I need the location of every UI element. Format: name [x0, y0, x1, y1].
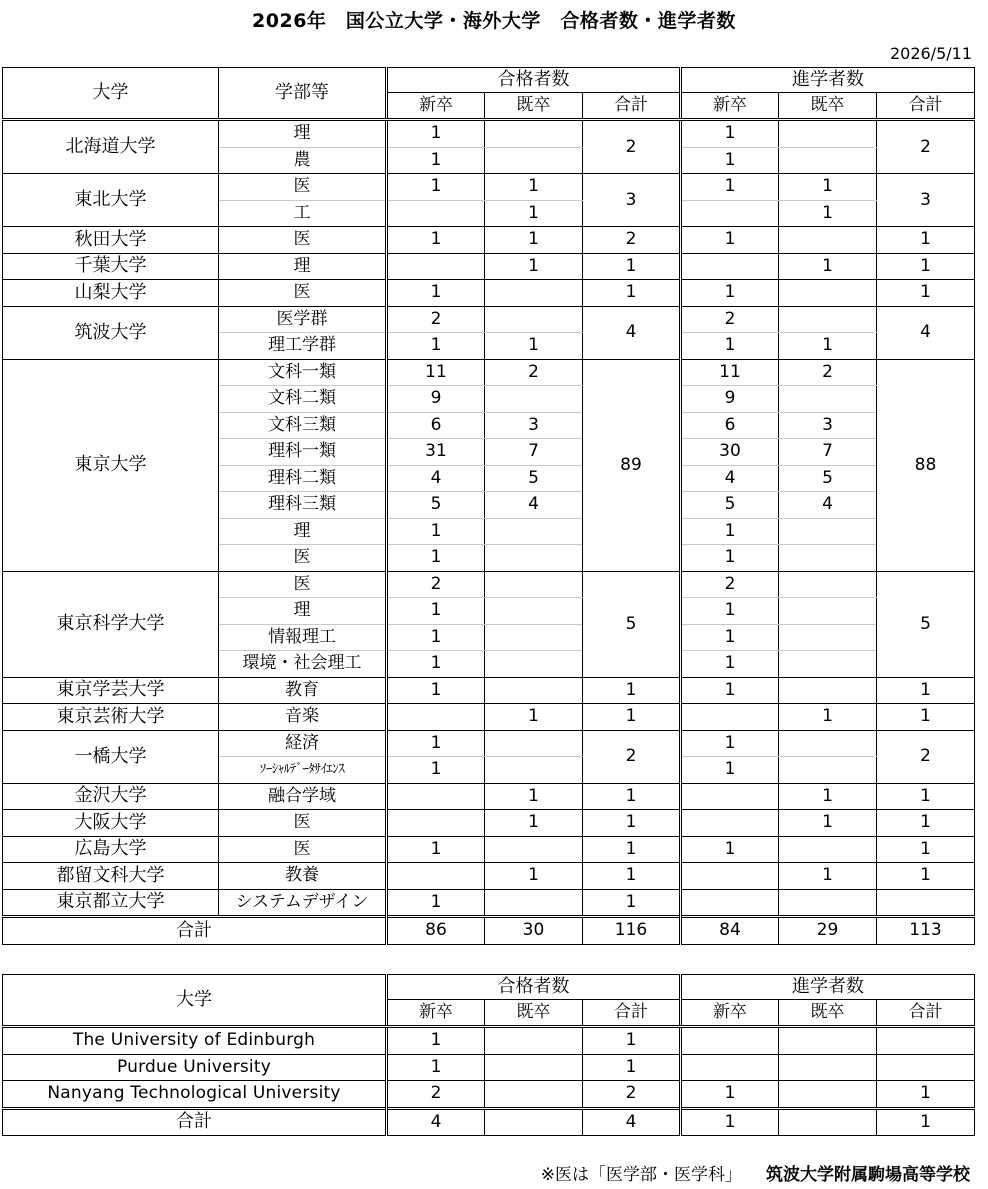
overseas-enrolled-new: [681, 1027, 779, 1055]
enrolled-ronin: [779, 545, 877, 572]
header-enrolled-new: 新卒: [681, 93, 779, 120]
enrolled-new: 1: [681, 147, 779, 174]
passed-ronin: [485, 571, 583, 598]
enrolled-ronin: [779, 518, 877, 545]
passed-new: [387, 200, 485, 227]
overseas-header-passed-new: 新卒: [387, 1000, 485, 1027]
overseas-passed-ronin: [485, 1054, 583, 1081]
table-row: [3, 227, 975, 254]
passed-new: 11: [387, 359, 485, 386]
table-row: [3, 677, 975, 704]
total-passed-ronin: 30: [485, 917, 583, 945]
table-row: [3, 704, 975, 731]
enrolled-new: 1: [681, 280, 779, 307]
table-row: [3, 1081, 975, 1109]
faculty-name: 文科一類: [219, 359, 387, 386]
passed-new: 1: [387, 624, 485, 651]
enrolled-new: 5: [681, 492, 779, 519]
enrolled-sum: 1: [877, 836, 975, 863]
footnote-text: ※医は「医学部・医学科」: [540, 1165, 742, 1185]
faculty-name: 農: [219, 147, 387, 174]
passed-new: 4: [387, 465, 485, 492]
passed-ronin: 1: [485, 863, 583, 890]
university-name: 秋田大学: [3, 227, 219, 254]
passed-ronin: [485, 836, 583, 863]
overseas-enrolled-ronin: [779, 1027, 877, 1055]
overseas-university-name: The University of Edinburgh: [3, 1027, 387, 1055]
faculty-name: 医: [219, 545, 387, 572]
university-name: 東京科学大学: [3, 571, 219, 677]
table-row: [3, 306, 975, 333]
table-row: [3, 359, 975, 386]
faculty-name: 文科三類: [219, 412, 387, 439]
passed-ronin: 1: [485, 227, 583, 254]
overseas-header-university: 大学: [3, 975, 387, 1027]
overseas-passed-new: 1: [387, 1027, 485, 1055]
overseas-enrolled-ronin: [779, 1081, 877, 1109]
table-row: [3, 1027, 975, 1055]
passed-new: 1: [387, 651, 485, 678]
table-row: [3, 174, 975, 201]
overseas-total-passed-sum: 4: [583, 1108, 681, 1136]
header-passed-ronin: 既卒: [485, 93, 583, 120]
enrolled-ronin: 3: [779, 412, 877, 439]
faculty-name: 医: [219, 810, 387, 837]
enrolled-sum: 1: [877, 863, 975, 890]
passed-ronin: [485, 624, 583, 651]
passed-sum: 1: [583, 889, 681, 917]
passed-ronin: 5: [485, 465, 583, 492]
faculty-name: 経済: [219, 730, 387, 757]
enrolled-new: [681, 704, 779, 731]
passed-new: 9: [387, 386, 485, 413]
faculty-name: 理: [219, 518, 387, 545]
enrolled-ronin: 5: [779, 465, 877, 492]
enrolled-ronin: 4: [779, 492, 877, 519]
passed-ronin: [485, 386, 583, 413]
enrolled-ronin: [779, 757, 877, 784]
national-universities-table: [2, 67, 975, 945]
total-label: 合計: [3, 917, 387, 945]
passed-new: 1: [387, 227, 485, 254]
overseas-enrolled-ronin: [779, 1054, 877, 1081]
enrolled-new: 1: [681, 120, 779, 148]
university-name: 北海道大学: [3, 120, 219, 174]
table-row: [3, 1054, 975, 1081]
table-row: [3, 889, 975, 917]
passed-sum: 2: [583, 120, 681, 174]
passed-sum: 1: [583, 836, 681, 863]
passed-ronin: [485, 306, 583, 333]
faculty-name: 医: [219, 571, 387, 598]
enrolled-sum: 1: [877, 677, 975, 704]
passed-sum: 1: [583, 253, 681, 280]
passed-new: 1: [387, 836, 485, 863]
enrolled-ronin: [779, 598, 877, 625]
passed-sum: 1: [583, 677, 681, 704]
table-row: [3, 571, 975, 598]
enrolled-new: 6: [681, 412, 779, 439]
passed-sum: 4: [583, 306, 681, 359]
enrolled-ronin: [779, 677, 877, 704]
faculty-name: ｿｰｼｬﾙﾃﾞｰﾀｻｲｴﾝｽ: [219, 757, 387, 784]
university-name: 東京芸術大学: [3, 704, 219, 731]
passed-new: [387, 783, 485, 810]
faculty-name: 文科二類: [219, 386, 387, 413]
passed-new: 1: [387, 889, 485, 917]
passed-ronin: [485, 757, 583, 784]
enrolled-sum: 1: [877, 783, 975, 810]
enrolled-ronin: 1: [779, 863, 877, 890]
faculty-name: 教養: [219, 863, 387, 890]
passed-ronin: 7: [485, 439, 583, 466]
passed-new: 2: [387, 571, 485, 598]
faculty-name: 医: [219, 227, 387, 254]
footnote: [0, 1160, 970, 1185]
faculty-name: 理工学群: [219, 333, 387, 360]
passed-new: 1: [387, 598, 485, 625]
faculty-name: 融合学域: [219, 783, 387, 810]
enrolled-ronin: 7: [779, 439, 877, 466]
enrolled-new: 1: [681, 651, 779, 678]
passed-new: 1: [387, 280, 485, 307]
faculty-name: 理科二類: [219, 465, 387, 492]
passed-new: 6: [387, 412, 485, 439]
passed-sum: 1: [583, 863, 681, 890]
university-name: 東京大学: [3, 359, 219, 571]
university-name: 大阪大学: [3, 810, 219, 837]
passed-new: [387, 253, 485, 280]
overseas-header-enrolled: 進学者数: [681, 975, 975, 1000]
header-passed: 合格者数: [387, 68, 681, 93]
overseas-enrolled-sum: [877, 1027, 975, 1055]
overseas-passed-new: 1: [387, 1054, 485, 1081]
enrolled-ronin: [779, 280, 877, 307]
enrolled-new: 30: [681, 439, 779, 466]
passed-ronin: 1: [485, 253, 583, 280]
passed-new: 1: [387, 518, 485, 545]
enrolled-sum: 3: [877, 174, 975, 227]
enrolled-ronin: [779, 386, 877, 413]
overseas-passed-ronin: [485, 1027, 583, 1055]
total-enrolled-ronin: 29: [779, 917, 877, 945]
university-name: 都留文科大学: [3, 863, 219, 890]
enrolled-ronin: [779, 306, 877, 333]
passed-ronin: [485, 730, 583, 757]
passed-new: [387, 863, 485, 890]
passed-sum: 2: [583, 227, 681, 254]
overseas-header-passed: 合格者数: [387, 975, 681, 1000]
overseas-passed-ronin: [485, 1081, 583, 1109]
passed-new: 1: [387, 677, 485, 704]
enrolled-new: 1: [681, 174, 779, 201]
faculty-name: 医: [219, 836, 387, 863]
overseas-passed-new: 2: [387, 1081, 485, 1109]
overseas-total-enrolled-sum: 1: [877, 1108, 975, 1136]
enrolled-ronin: 1: [779, 783, 877, 810]
enrolled-sum: [877, 889, 975, 917]
faculty-name: 理: [219, 120, 387, 148]
passed-ronin: 1: [485, 174, 583, 201]
enrolled-ronin: [779, 624, 877, 651]
university-name: 東京学芸大学: [3, 677, 219, 704]
enrolled-new: 9: [681, 386, 779, 413]
faculty-name: 理: [219, 253, 387, 280]
table-row: [3, 120, 975, 148]
overseas-header-enrolled-ronin: 既卒: [779, 1000, 877, 1027]
passed-new: 2: [387, 306, 485, 333]
passed-new: 1: [387, 174, 485, 201]
overseas-passed-sum: 2: [583, 1081, 681, 1109]
enrolled-new: [681, 200, 779, 227]
enrolled-new: [681, 810, 779, 837]
header-passed-new: 新卒: [387, 93, 485, 120]
enrolled-new: [681, 889, 779, 917]
university-name: 一橋大学: [3, 730, 219, 783]
passed-ronin: 2: [485, 359, 583, 386]
passed-ronin: [485, 598, 583, 625]
overseas-total-enrolled-new: 1: [681, 1108, 779, 1136]
overseas-total-passed-new: 4: [387, 1108, 485, 1136]
enrolled-sum: 1: [877, 280, 975, 307]
header-passed-sum: 合計: [583, 93, 681, 120]
university-name: 広島大学: [3, 836, 219, 863]
passed-sum: 1: [583, 783, 681, 810]
passed-new: 31: [387, 439, 485, 466]
total-passed-new: 86: [387, 917, 485, 945]
overseas-enrolled-new: [681, 1054, 779, 1081]
total-enrolled-new: 84: [681, 917, 779, 945]
passed-new: [387, 704, 485, 731]
passed-ronin: [485, 518, 583, 545]
header-enrolled-sum: 合計: [877, 93, 975, 120]
enrolled-new: 1: [681, 545, 779, 572]
overseas-university-name: Purdue University: [3, 1054, 387, 1081]
overseas-total-enrolled-ronin: [779, 1108, 877, 1136]
enrolled-new: [681, 863, 779, 890]
passed-new: 1: [387, 333, 485, 360]
report-date: 2026/5/11: [889, 44, 972, 63]
passed-ronin: [485, 545, 583, 572]
university-name: 山梨大学: [3, 280, 219, 307]
overseas-university-name: Nanyang Technological University: [3, 1081, 387, 1109]
total-enrolled-sum: 113: [877, 917, 975, 945]
enrolled-ronin: 1: [779, 200, 877, 227]
faculty-name: 医: [219, 280, 387, 307]
faculty-name: 情報理工: [219, 624, 387, 651]
header-faculty: 学部等: [219, 68, 387, 120]
enrolled-ronin: [779, 227, 877, 254]
passed-ronin: 1: [485, 783, 583, 810]
enrolled-ronin: 2: [779, 359, 877, 386]
passed-ronin: [485, 120, 583, 148]
table-row: [3, 280, 975, 307]
enrolled-sum: 5: [877, 571, 975, 677]
enrolled-new: 1: [681, 227, 779, 254]
university-name: 金沢大学: [3, 783, 219, 810]
passed-sum: 1: [583, 280, 681, 307]
enrolled-new: 2: [681, 571, 779, 598]
faculty-name: 医: [219, 174, 387, 201]
total-passed-sum: 116: [583, 917, 681, 945]
enrolled-new: 1: [681, 836, 779, 863]
passed-sum: 89: [583, 359, 681, 571]
enrolled-ronin: 1: [779, 253, 877, 280]
enrolled-sum: 4: [877, 306, 975, 359]
enrolled-new: 1: [681, 518, 779, 545]
faculty-name: システムデザイン: [219, 889, 387, 917]
enrolled-new: [681, 783, 779, 810]
enrolled-new: 11: [681, 359, 779, 386]
enrolled-new: 1: [681, 598, 779, 625]
faculty-name: 理: [219, 598, 387, 625]
passed-ronin: 1: [485, 810, 583, 837]
enrolled-new: 1: [681, 677, 779, 704]
overseas-header-enrolled-sum: 合計: [877, 1000, 975, 1027]
faculty-name: 環境・社会理工: [219, 651, 387, 678]
passed-ronin: [485, 677, 583, 704]
passed-sum: 3: [583, 174, 681, 227]
table-row: [3, 783, 975, 810]
passed-new: 1: [387, 730, 485, 757]
overseas-universities-table: [2, 974, 975, 1136]
faculty-name: 理科一類: [219, 439, 387, 466]
faculty-name: 理科三類: [219, 492, 387, 519]
table-row: [3, 863, 975, 890]
enrolled-sum: 1: [877, 253, 975, 280]
passed-new: 5: [387, 492, 485, 519]
enrolled-ronin: [779, 730, 877, 757]
enrolled-sum: 88: [877, 359, 975, 571]
overseas-total-row: [3, 1108, 975, 1136]
overseas-enrolled-new: 1: [681, 1081, 779, 1109]
passed-ronin: 4: [485, 492, 583, 519]
header-enrolled: 進学者数: [681, 68, 975, 93]
passed-new: 1: [387, 147, 485, 174]
header-enrolled-ronin: 既卒: [779, 93, 877, 120]
passed-ronin: 1: [485, 704, 583, 731]
overseas-passed-sum: 1: [583, 1054, 681, 1081]
enrolled-new: [681, 253, 779, 280]
table-row: [3, 253, 975, 280]
passed-ronin: [485, 280, 583, 307]
enrolled-ronin: [779, 889, 877, 917]
school-name: 筑波大学附属駒場高等学校: [766, 1165, 970, 1185]
enrolled-ronin: [779, 836, 877, 863]
table-row: [3, 836, 975, 863]
enrolled-ronin: 1: [779, 333, 877, 360]
enrolled-ronin: [779, 651, 877, 678]
enrolled-sum: 2: [877, 120, 975, 174]
overseas-total-passed-ronin: [485, 1108, 583, 1136]
overseas-header-passed-sum: 合計: [583, 1000, 681, 1027]
enrolled-sum: 1: [877, 810, 975, 837]
overseas-total-label: 合計: [3, 1108, 387, 1136]
overseas-header-enrolled-new: 新卒: [681, 1000, 779, 1027]
enrolled-new: 1: [681, 757, 779, 784]
passed-sum: 1: [583, 810, 681, 837]
overseas-passed-sum: 1: [583, 1027, 681, 1055]
overseas-enrolled-sum: [877, 1054, 975, 1081]
passed-sum: 5: [583, 571, 681, 677]
enrolled-sum: 1: [877, 704, 975, 731]
page-title: 2026年 国公立大学・海外大学 合格者数・進学者数: [252, 10, 736, 32]
enrolled-new: 1: [681, 624, 779, 651]
enrolled-ronin: 1: [779, 174, 877, 201]
enrolled-ronin: 1: [779, 810, 877, 837]
table-row: [3, 810, 975, 837]
faculty-name: 医学群: [219, 306, 387, 333]
enrolled-ronin: [779, 571, 877, 598]
passed-sum: 1: [583, 704, 681, 731]
enrolled-new: 1: [681, 333, 779, 360]
university-name: 東北大学: [3, 174, 219, 227]
total-row: [3, 917, 975, 945]
enrolled-new: 1: [681, 730, 779, 757]
passed-new: [387, 810, 485, 837]
university-name: 筑波大学: [3, 306, 219, 359]
passed-ronin: [485, 889, 583, 917]
table-row: [3, 730, 975, 757]
faculty-name: 工: [219, 200, 387, 227]
enrolled-sum: 2: [877, 730, 975, 783]
passed-new: 1: [387, 757, 485, 784]
header-university: 大学: [3, 68, 219, 120]
enrolled-ronin: [779, 120, 877, 148]
enrolled-ronin: [779, 147, 877, 174]
passed-new: 1: [387, 120, 485, 148]
faculty-name: 音楽: [219, 704, 387, 731]
passed-ronin: 1: [485, 333, 583, 360]
enrolled-ronin: 1: [779, 704, 877, 731]
university-name: 千葉大学: [3, 253, 219, 280]
passed-new: 1: [387, 545, 485, 572]
enrolled-new: 4: [681, 465, 779, 492]
university-name: 東京都立大学: [3, 889, 219, 917]
passed-ronin: 3: [485, 412, 583, 439]
faculty-name: 教育: [219, 677, 387, 704]
passed-sum: 2: [583, 730, 681, 783]
overseas-header-passed-ronin: 既卒: [485, 1000, 583, 1027]
enrolled-new: 2: [681, 306, 779, 333]
passed-ronin: [485, 147, 583, 174]
overseas-enrolled-sum: 1: [877, 1081, 975, 1109]
passed-ronin: [485, 651, 583, 678]
passed-ronin: 1: [485, 200, 583, 227]
enrolled-sum: 1: [877, 227, 975, 254]
